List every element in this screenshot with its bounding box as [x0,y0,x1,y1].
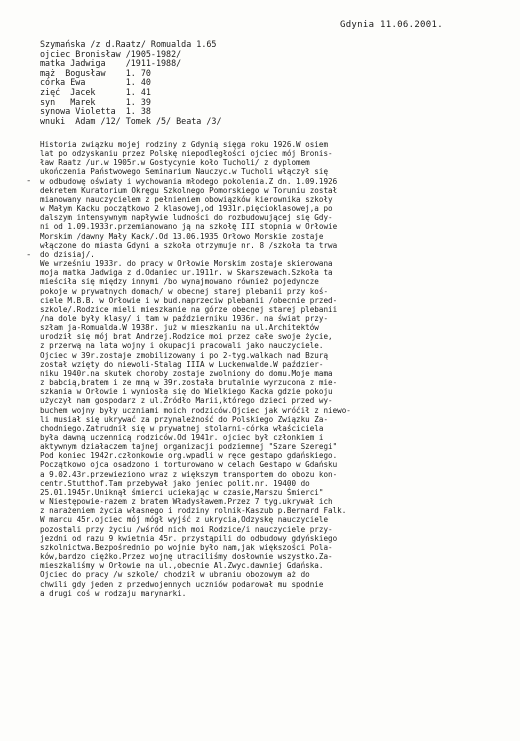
text-line: dekretem Kuratorium Okręgu Szkolnego Pomorskiego w Toruniu został [40,185,338,195]
text-line: szkolnictwa.Bezpośrednio po wojnie było nam,jak większości Pola- [40,542,333,552]
header-line: zięć Jacek 1. 41 [40,86,151,97]
header-line: Szymańska /z d.Raatz/ Romualda 1.65 [40,39,217,49]
text-line: Ojciec w 39r.zostaje zmobilizowany i po 2-tyg.walkach nad Bzurą [40,350,329,360]
text-line: chwili gdy jeden z przedwojennych uczniów podarował mu spodnie [40,579,324,589]
text-line: ków,bardzo ciężko.Przez wojnę utraciliśmy dosłownie wszystko.Za- [40,552,333,562]
text-line: z narażeniem życia własnego i rodziny rolnik-Kaszub p.Bernard Falk. [40,506,347,516]
header-line: wnuki Adam /12/ Tomek /5/ Beata /3/ [40,115,222,126]
text-line: urodził się mój brat Andrzej.Rodzice moi przez całe swoje życie, [40,332,333,342]
text-line: pozostali przy życiu /wśród nich moi Rodzice/i nauczyciele przy- [40,524,333,534]
text-line: buchem wojny były uczniami moich rodziców.Ojciec jak wróćił z niewo- [40,405,351,415]
text-line: chodniego.Zatrudnił się w prywatnej stolarni-córka właściciela [40,423,324,433]
margin-mark: - [26,250,32,260]
text-line: pokoje w prywatnych domach/ w obecnej starej plebanii przy koś- [40,286,329,296]
text-line: w Niestępowie-razem z bratem Władysławem.Przez 7 tyg.ukrywał ich [40,497,333,507]
text-line: szkania w Orłowie i wyniosła się do Wielkiego Kacka gdzie pokoju [40,387,333,397]
text-line: Pod koniec 1942r.członkowie org.wpadli w ręce gestapo gdańskiego. [40,451,338,461]
text-line: ciele M.B.B. w Orłowie i w bud.naprzeciw plebanii /obecnie przed- [40,295,338,305]
header-line: córka Ewa 1. 40 [40,77,151,88]
text-line: szłam ja-Romualda.W 1938r. już w mieszkaniu na ul.Architektów [40,323,319,333]
text-line: Historia związku mojej rodziny z Gdynią sięga roku 1926.W osiem [40,140,329,149]
text-line: aktywnym działaczem tajnej organizacji podziemnej "Szare Szeregi" [40,442,338,452]
text-line: z przerwą na lata wojny i okupacji pracowali jako nauczyciele. [40,341,324,351]
header-line: mąż Bogusław 1. 70 [40,67,151,78]
text-line: mianowany nauczycielem z pełnieniem obowiązków kierownika szkoły [40,194,333,204]
text-line: szkole/.Rodzice mieli mieszkanie na górze obecnej starej plebanii [40,304,338,314]
text-line: do dzisiaj/. [40,249,95,259]
text-line: włączone do miasta Gdyni a szkoła otrzymuje nr. 8 /szkoła ta trwa [40,240,338,250]
header-line: ojciec Bronisław /1905-1982/ [40,48,182,59]
text-line: dalszym intensywnym napływie ludności do rozbudowującej się Gdy- [40,213,333,223]
text-line: centr.Stutthof.Tam przebywał jako jeniec polit.nr. 19400 do [40,478,310,488]
text-line: a drugi coś w rodzaju marynarki. [40,588,187,598]
history-text [40,140,495,598]
text-line: lat po odzyskaniu przez Polskę niepodległości ojciec mój Bronis- [40,149,333,159]
text-line: niku 1940r.na skutek choroby zostaje zwolniony do domu.Moje mama [40,368,333,378]
text-line: była dawną uczennicą rodziców.Od 1941r. ojciec był członkiem i [40,433,324,442]
header-line: syn Marek 1. 39 [40,96,151,107]
margin-mark: - [26,176,32,186]
document-date: Gdynia 11.06.2001. [340,20,443,30]
text-line: ukończenia Państwowego Seminarium Nauczyc.w Tucholi włączył się [40,167,329,177]
text-line: użyczył nam gospodarz z ul.Źródło Marii,którego dzieci przed wy- [40,396,333,406]
header-line: synowa Violetta 1. 38 [40,106,151,117]
text-line: moja matka Jadwiga z d.Odaniec ur.1911r. w Skarszewach.Szkoła ta [40,268,333,278]
text-line: /na dole były klasy/ i tam w październiku 1936r. na świat przy- [40,313,329,323]
text-line: mieściła się między innymi /bo wynajmowano również pojedyncze [40,277,319,287]
text-line: w odbudowę oświaty i wychowania młodego pokolenia.Z dn. 1.09.1926 [40,176,338,186]
text-line: W marcu 45r.ojciec mój mógł wyjść z ukrycia,Odzyskę nauczyciele [40,515,329,525]
text-line: mieszkaliśmy w Orłowie na ul.,obecnie Al.Zwyc.dawniej Gdańska. [40,561,324,571]
text-line: ni od 1.09.1933r.przemianowano ją na szkołę III stopnia w Orłowie [40,222,338,232]
text-line: jezdni od razu 9 kwietnia 45r. przystąpili do odbudowy gdyńskiego [40,533,338,543]
text-line: a 9.02.43r.przewieziono wraz z większym transportem do obozu kon- [40,469,338,479]
text-line: 25.01.1945r.Uniknął śmierci uciekając w czasie,Marszu Śmierci" [40,487,324,497]
text-line: w Małym Kacku początkowo 2 klasowej,od 1931r.pięcioklasowej,a po [40,204,333,214]
text-line: We wrześniu 1933r. do pracy w Orłowie Morskim zostaje skierowana [40,259,333,269]
text-line: Morskim /dawny Mały Kack/.Od 13.06.1935 Orłowo Morskie zostaje [40,231,324,241]
text-line: Ojciec do pracy /w szkole/ chodził w ubraniu obozowym aż do [40,570,310,580]
header-line: matka Jadwiga /1911-1988/ [40,58,182,69]
text-line: li musiał się ukrywać za przynależność do Polskiego Związku Za- [40,414,329,424]
text-line: został wzięty do niewoli-Stalag IIIA w Luckenwalde.W paździer- [40,359,324,369]
text-line: z babcią,bratem i ze mną w 39r.została brutalnie wyrzucona z mie- [40,378,338,388]
text-line: ław Raatz /ur.w 1905r.w Gostycynie koło Tucholi/ z dyplomem [40,158,310,168]
family-header [40,40,222,126]
text-line: Początkowo ojca osadzono i torturowano w celach Gestapo w Gdańsku [40,460,338,470]
